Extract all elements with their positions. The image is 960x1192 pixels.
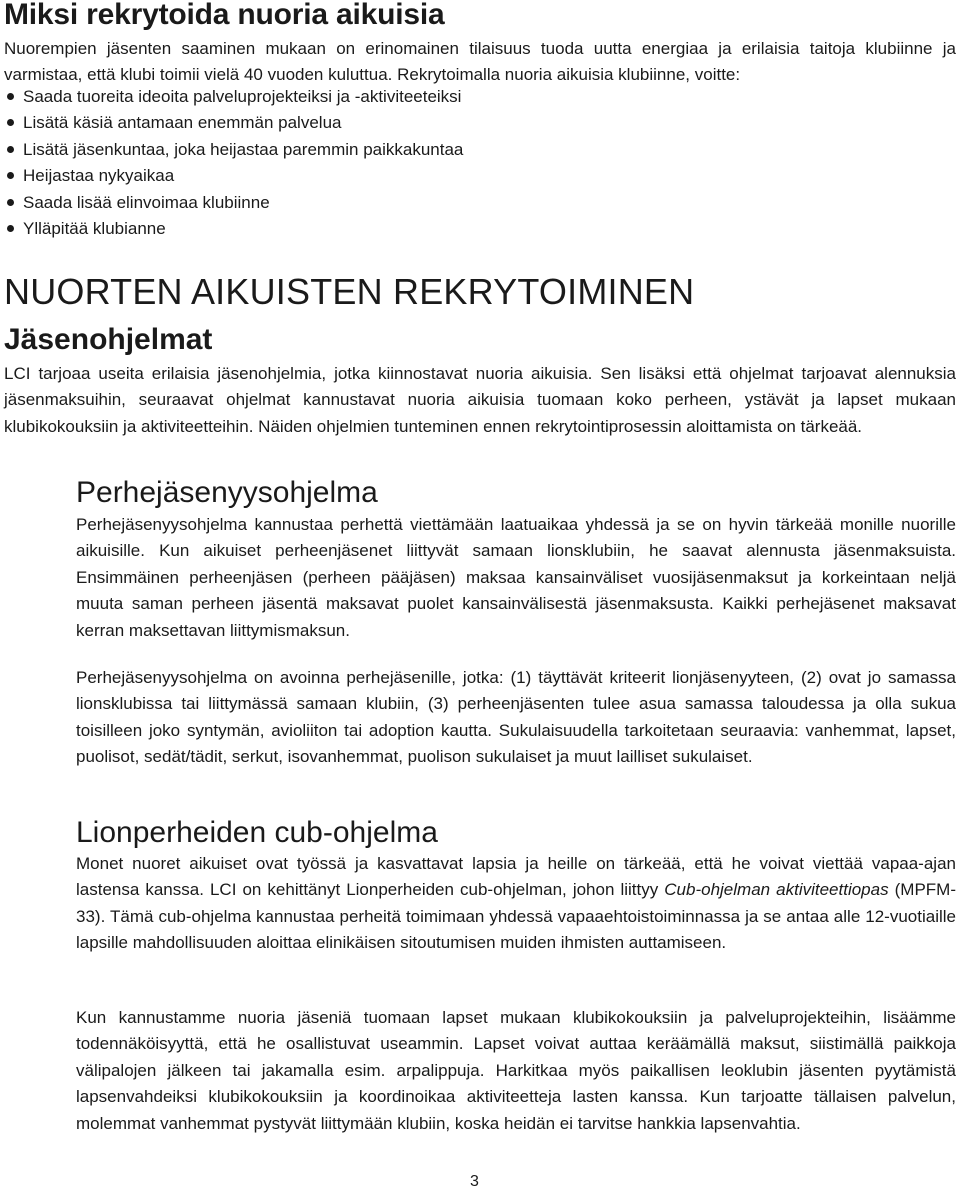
list-item: Ylläpitää klubianne bbox=[4, 216, 934, 242]
activity-guide-title: Cub-ohjelman aktiviteettiopas bbox=[664, 880, 889, 900]
list-item: Saada tuoreita ideoita palveluprojekteiksi ja -aktiviteeteiksi bbox=[4, 84, 934, 110]
membership-programs-paragraph: LCI tarjoaa useita erilaisia jäsenohjelmia, jotka kiinnostavat nuoria aikuisia. Sen lisäksi että ohjelmat tarjoavat alennuksia jäsenmaksuihin, seuraavat ohjelmat kannustavat nuoria aikuisia tuomaan koko perheen, ystävät ja lapset mukaan klubikokouksiin ja aktiviteetteihin. Näiden ohjelmien tunteminen ennen rekrytointiprosessin aloittamista on tärkeää. bbox=[4, 364, 956, 436]
page-number: 3 bbox=[470, 1173, 479, 1190]
bullet-icon bbox=[7, 93, 14, 100]
bullet-icon bbox=[7, 172, 14, 179]
list-item: Lisätä käsiä antamaan enemmän palvelua bbox=[4, 110, 934, 136]
cub-paragraph-1: Monet nuoret aikuiset ovat työssä ja kasvattavat lapsia ja heille on tärkeää, että he voivat viettää vapaa-ajan lastensa kanssa. LCI on kehittänyt Lionperheiden cub-ohjelman, johon liittyy Cub-ohjelman aktiviteettiopas (MPFM-33). Tämä cub-ohjelma kannustaa perheitä toimimaan yhdessä vapaaehtoistoiminnassa ja se antaa alle 12-vuotiaille lapsille mahdollisuuden aloittaa elinikäisen sitoutumisen muiden ihmisten auttamiseen. bbox=[76, 854, 956, 953]
intro-paragraph: Nuorempien jäsenten saaminen mukaan on erinomainen tilaisuus tuoda uutta energiaa ja erilaisia taitoja klubiinne ja varmistaa, että klubi toimii vielä 40 vuoden kuluttua. Rekrytoimalla nuoria aikuisia klubiinne, voitte: bbox=[4, 39, 956, 84]
benefits-list bbox=[4, 84, 934, 242]
bullet-icon bbox=[7, 225, 14, 232]
bullet-icon bbox=[7, 146, 14, 153]
cub-paragraph-2: Kun kannustamme nuoria jäseniä tuomaan lapset mukaan klubikokouksiin ja palveluprojekteihin, lisäämme todennäköisyyttä, että he osallistuvat useammin. Lapset voivat auttaa keräämällä maksut, siistimällä paikkoja välipalojen jälkeen tai jakamalla esim. arpalippuja. Harkitkaa myös paikallisen leoklubin jäsenten pyytämistä lapsenvahdeiksi klubikokouksiin ja koordinoikaa aktiviteetteja lasten kanssa. Kun tarjoatte tällaisen palvelun, molemmat vanhemmat pystyvät liittymään klubiin, koska heidän ei tarvitse hankkia lapsenvahtia. bbox=[76, 1008, 956, 1133]
family-paragraph-2: Perhejäsenyysohjelma on avoinna perhejäsenille, jotka: (1) täyttävät kriteerit lionjäsenyyteen, (2) ovat jo samassa lionsklubissa tai liittymässä samaan klubiin, (3) perheenjäsenten tulee asua samassa taloudessa ja olla sukua toisilleen joko syntymän, avioliiton tai adoption kautta. Sukulaisuudella tarkoitetaan seuraavia: vanhemmat, lapset, puolisot, sedät/tädit, serkut, isovanhemmat, puolison sukulaiset ja muut lailliset sukulaiset. bbox=[76, 668, 956, 767]
bullet-icon bbox=[7, 119, 14, 126]
family-membership-heading: Perhejäsenyysohjelma bbox=[76, 476, 378, 509]
page-title: Miksi rekrytoida nuoria aikuisia bbox=[4, 0, 445, 31]
cub-program-heading: Lionperheiden cub-ohjelma bbox=[76, 816, 438, 849]
list-item: Lisätä jäsenkuntaa, joka heijastaa paremmin paikkakuntaa bbox=[4, 137, 934, 163]
list-item: Heijastaa nykyaikaa bbox=[4, 163, 934, 189]
bullet-icon bbox=[7, 199, 14, 206]
section-heading: NUORTEN AIKUISTEN REKRYTOIMINEN bbox=[4, 271, 695, 312]
list-item: Saada lisää elinvoimaa klubiinne bbox=[4, 190, 934, 216]
subheading: Jäsenohjelmat bbox=[4, 323, 213, 356]
family-paragraph-1: Perhejäsenyysohjelma kannustaa perhettä viettämään laatuaikaa yhdessä ja se on hyvin tärkeää monille nuorille aikuisille. Kun aikuiset perheenjäsenet liittyvät samaan lionsklubiin, he saavat alennusta jäsenmaksuista. Ensimmäinen perheenjäsen (perheen pääjäsen) maksaa kansainväliset vuosijäsenmaksut ja korkeintaan neljä muuta saman perheen jäsentä maksavat puolet kansainvälisestä jäsenmaksusta. Kaikki perhejäsenet maksavat kerran maksettavan liittymismaksun. bbox=[76, 515, 956, 640]
